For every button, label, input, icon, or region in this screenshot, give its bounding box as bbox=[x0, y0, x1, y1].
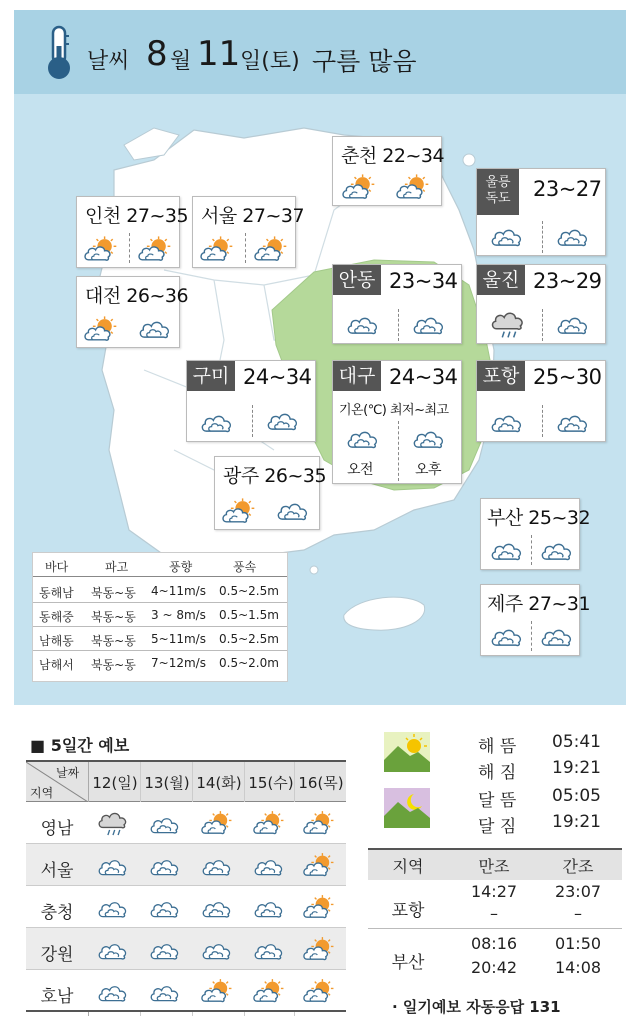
partly-cloudy-icon bbox=[302, 852, 336, 878]
tide-high: 20:42 bbox=[470, 958, 518, 977]
cloudy-icon bbox=[200, 898, 234, 920]
header-day: 11 bbox=[197, 34, 241, 74]
tide-low: 14:08 bbox=[554, 958, 602, 977]
tide-table bbox=[368, 848, 622, 990]
sea-row: 동해중 북동~동 3 ~ 8m/s 0.5~1.5m bbox=[33, 605, 287, 627]
city-name: 울진 bbox=[477, 265, 525, 295]
city-card-daejeon bbox=[76, 276, 189, 348]
cloudy-icon bbox=[199, 411, 235, 435]
cloudy-icon bbox=[252, 898, 286, 920]
city-range: 27~35 bbox=[126, 205, 189, 227]
header-month-unit: 월 bbox=[170, 49, 192, 74]
city-card-ulleung bbox=[476, 168, 606, 256]
tide-low: – bbox=[574, 904, 582, 923]
region-label: 호남 bbox=[40, 987, 74, 1007]
partly-cloudy-icon bbox=[302, 810, 336, 836]
partly-cloudy-icon bbox=[252, 978, 286, 1004]
cloudy-icon bbox=[411, 427, 447, 451]
city-range: 25~32 bbox=[528, 507, 591, 529]
partly-cloudy-icon bbox=[302, 894, 336, 920]
moonrise-icon bbox=[384, 788, 430, 828]
city-card-gwangju bbox=[214, 456, 327, 530]
cloudy-icon bbox=[148, 982, 182, 1004]
partly-cloudy-icon bbox=[199, 235, 235, 263]
city-range: 23~34 bbox=[389, 269, 458, 293]
sunset-label: 해 짐 bbox=[478, 763, 517, 783]
cloudy-icon bbox=[345, 427, 381, 451]
city-card-chuncheon bbox=[332, 136, 445, 206]
moonrise-label: 달 뜸 bbox=[478, 791, 517, 811]
moonrise-time: 05:05 bbox=[552, 786, 601, 806]
city-range: 23~29 bbox=[533, 269, 602, 293]
cloudy-icon bbox=[555, 411, 591, 435]
rain-icon bbox=[489, 309, 527, 341]
city-card-pohang bbox=[476, 360, 606, 442]
day-header: 16(목) bbox=[298, 774, 344, 792]
header-label: 날씨 bbox=[87, 49, 130, 74]
tide-header-region: 지역 bbox=[392, 857, 424, 876]
cloudy-icon bbox=[539, 625, 575, 649]
moonset-time: 19:21 bbox=[552, 812, 601, 832]
city-name: 인천 bbox=[85, 205, 121, 227]
region-label: 강원 bbox=[40, 945, 74, 965]
legend-temp-label: 기온(℃) 최저~최고 bbox=[339, 403, 449, 418]
region-label: 서울 bbox=[40, 861, 74, 881]
sea-header-row: 바다 파고 풍향 풍속 bbox=[33, 555, 287, 577]
tide-low: 23:07 bbox=[554, 882, 602, 901]
cloudy-icon bbox=[96, 940, 130, 962]
city-range: 27~31 bbox=[528, 593, 591, 615]
tide-high: – bbox=[490, 904, 498, 923]
tide-high: 08:16 bbox=[470, 934, 518, 953]
cloudy-icon bbox=[539, 539, 575, 563]
corner-top: 날짜 bbox=[56, 766, 80, 780]
cloudy-icon bbox=[96, 898, 130, 920]
partly-cloudy-icon bbox=[221, 497, 257, 525]
partly-cloudy-icon bbox=[253, 235, 289, 263]
city-name: 서울 bbox=[201, 205, 237, 227]
city-name: 대구 bbox=[333, 361, 381, 391]
city-card-jeju bbox=[480, 584, 591, 656]
day-header: 15(수) bbox=[248, 774, 294, 792]
city-range: 26~35 bbox=[264, 465, 327, 487]
sunrise-time: 05:41 bbox=[552, 732, 601, 752]
city-name: 포항 bbox=[477, 361, 525, 391]
legend-am: 오전 bbox=[347, 462, 374, 478]
city-card-uljin bbox=[476, 264, 606, 344]
sea-row: 동해남 북동~동 4~11m/s 0.5~2.5m bbox=[33, 581, 287, 603]
city-range: 22~34 bbox=[382, 145, 445, 167]
cloudy-icon bbox=[148, 940, 182, 962]
sunrise-label: 해 뜸 bbox=[478, 737, 517, 757]
sunrise-icon bbox=[384, 732, 430, 772]
partly-cloudy-icon bbox=[83, 315, 119, 343]
cloudy-icon bbox=[252, 940, 286, 962]
city-card-andong bbox=[332, 264, 462, 344]
cloudy-icon bbox=[489, 225, 525, 249]
tide-header-high: 만조 bbox=[478, 857, 510, 876]
city-card-seoul bbox=[192, 196, 305, 268]
city-name-line1: 울릉 bbox=[485, 175, 511, 190]
tide-header-low: 간조 bbox=[562, 857, 594, 876]
cloudy-icon bbox=[200, 940, 234, 962]
legend-pm: 오후 bbox=[415, 462, 442, 478]
city-range: 23~27 bbox=[533, 177, 602, 201]
city-name: 부산 bbox=[487, 507, 523, 529]
partly-cloudy-icon bbox=[200, 810, 234, 836]
cloudy-icon bbox=[555, 313, 591, 337]
partly-cloudy-icon bbox=[395, 173, 431, 201]
forecast-title: ■ 5일간 예보 bbox=[30, 736, 130, 755]
partly-cloudy-icon bbox=[302, 978, 336, 1004]
moonset-label: 달 짐 bbox=[478, 817, 517, 837]
day-header: 14(화) bbox=[196, 774, 242, 792]
partly-cloudy-icon bbox=[137, 235, 173, 263]
day-header: 12(일) bbox=[92, 774, 138, 792]
partly-cloudy-icon bbox=[83, 235, 119, 263]
city-card-busan bbox=[480, 498, 591, 570]
header-summary: 구름 많음 bbox=[312, 47, 417, 76]
cloudy-icon bbox=[555, 225, 591, 249]
partly-cloudy-icon bbox=[252, 810, 286, 836]
tide-region: 포항 bbox=[391, 901, 425, 921]
header-day-unit: 일(토) bbox=[240, 49, 300, 74]
sunset-time: 19:21 bbox=[552, 758, 601, 778]
cloudy-icon bbox=[275, 499, 311, 523]
city-name-line2: 독도 bbox=[485, 191, 511, 206]
cloudy-icon bbox=[411, 313, 447, 337]
day-header: 13(월) bbox=[144, 774, 190, 792]
city-range: 26~36 bbox=[126, 285, 189, 307]
rain-icon bbox=[96, 810, 130, 838]
cloudy-icon bbox=[345, 313, 381, 337]
partly-cloudy-icon bbox=[341, 173, 377, 201]
cloudy-icon bbox=[148, 856, 182, 878]
cloudy-icon bbox=[96, 982, 130, 1004]
footer-note: · 일기예보 자동응답 131 bbox=[392, 998, 561, 1016]
cloudy-icon bbox=[489, 625, 525, 649]
city-name: 광주 bbox=[223, 465, 259, 487]
region-label: 충청 bbox=[40, 903, 74, 923]
cloudy-icon bbox=[200, 856, 234, 878]
city-name: 춘천 bbox=[341, 145, 377, 167]
cloudy-icon bbox=[252, 856, 286, 878]
tide-high: 14:27 bbox=[470, 882, 518, 901]
city-name: 안동 bbox=[333, 265, 381, 295]
city-card-incheon bbox=[76, 196, 189, 268]
city-range: 25~30 bbox=[533, 365, 602, 389]
cloudy-icon bbox=[148, 814, 182, 836]
cloudy-icon bbox=[489, 411, 525, 435]
city-range: 24~34 bbox=[389, 365, 458, 389]
cloudy-icon bbox=[148, 898, 182, 920]
weather-map bbox=[14, 10, 626, 705]
partly-cloudy-icon bbox=[302, 936, 336, 962]
city-name: 제주 bbox=[487, 593, 523, 615]
sea-row: 남해서 북동~동 7~12m/s 0.5~2.0m bbox=[39, 656, 279, 672]
sea-table bbox=[32, 552, 288, 682]
sea-row: 남해동 북동~동 5~11m/s 0.5~2.5m bbox=[33, 629, 287, 651]
region-label: 영남 bbox=[40, 819, 74, 839]
city-card-daegu bbox=[332, 360, 462, 484]
cloudy-icon bbox=[265, 409, 301, 433]
city-name: 구미 bbox=[187, 361, 235, 391]
tide-low: 01:50 bbox=[554, 934, 602, 953]
city-name: 대전 bbox=[85, 285, 121, 307]
cloudy-icon bbox=[489, 539, 525, 563]
city-card-gumi bbox=[186, 360, 316, 442]
partly-cloudy-icon bbox=[200, 978, 234, 1004]
city-range: 27~37 bbox=[242, 205, 305, 227]
corner-bottom: 지역 bbox=[30, 786, 54, 800]
forecast-table bbox=[26, 760, 346, 1016]
cloudy-icon bbox=[137, 317, 173, 341]
tide-region: 부산 bbox=[391, 953, 425, 973]
cloudy-icon bbox=[96, 856, 130, 878]
header-month: 8 bbox=[146, 34, 168, 74]
city-range: 24~34 bbox=[243, 365, 312, 389]
